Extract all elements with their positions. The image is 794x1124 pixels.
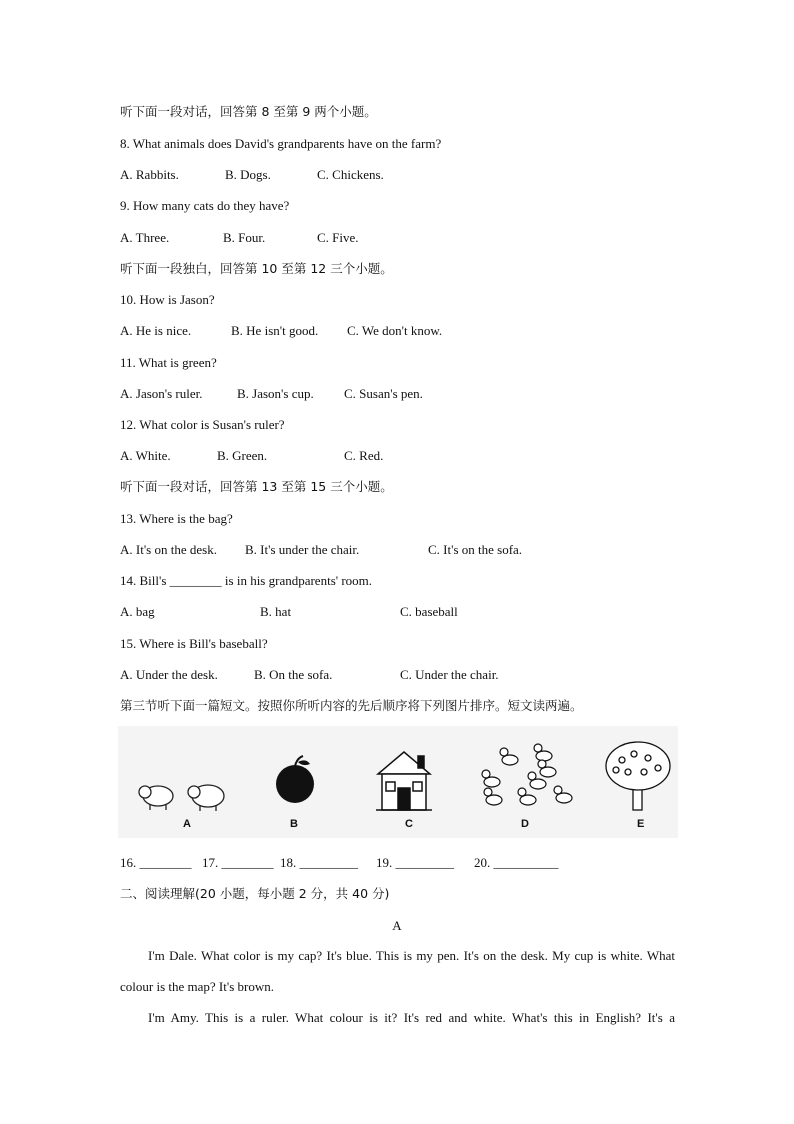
reading-section-heading: 二、阅读理解(20 小题，每小题 2 分，共 40 分)	[120, 886, 390, 901]
picture-label-d: D	[521, 818, 529, 830]
picture-label-b: B	[290, 818, 298, 830]
intro-questions-10-12: 听下面一段独白，回答第 10 至第 12 三个小题。	[120, 261, 393, 276]
q14-option-c: C. baseball	[400, 604, 458, 619]
q11-option-b: B. Jason's cup.	[237, 386, 314, 401]
intro-questions-13-15: 听下面一段对话，回答第 13 至第 15 三个小题。	[120, 479, 393, 494]
q13-option-b: B. It's under the chair.	[245, 542, 360, 557]
picture-label-a: A	[183, 818, 191, 830]
q11-option-a: A. Jason's ruler.	[120, 386, 203, 401]
question-14: 14. Bill's ________ is in his grandparents' room.	[120, 573, 373, 588]
picture-label-e: E	[637, 818, 645, 830]
passage-paragraph-2: I'm Amy. This is a ruler. What colour is it? It's red and white. What's this in English? It's a	[148, 1010, 675, 1025]
q14-option-a: A. bag	[120, 604, 155, 619]
passage-paragraph-1: I'm Dale. What color is my cap? It's blue. This is my pen. It's on the desk. My cup is white. What colour is the map? It's brown.	[120, 948, 675, 994]
q10-option-c: C. We don't know.	[347, 323, 443, 338]
question-8: 8. What animals does David's grandparents have on the farm?	[120, 136, 442, 151]
question-11: 11. What is green?	[120, 355, 217, 370]
blank-16: 16. ________	[120, 855, 192, 870]
blank-19: 19. _________	[376, 855, 454, 870]
passage-label: A	[392, 918, 402, 933]
picture-strip-svg	[118, 726, 678, 838]
blank-20: 20. __________	[474, 855, 559, 870]
blank-17: 17. ________	[202, 855, 274, 870]
q13-option-c: C. It's on the sofa.	[428, 542, 523, 557]
q9-option-b: B. Four.	[223, 230, 266, 245]
q14-option-b: B. hat	[260, 604, 292, 619]
blank-18: 18. _________	[280, 855, 358, 870]
q8-option-c: C. Chickens.	[317, 167, 384, 182]
q8-option-a: A. Rabbits.	[120, 167, 179, 182]
q15-option-c: C. Under the chair.	[400, 667, 499, 682]
question-15: 15. Where is Bill's baseball?	[120, 636, 268, 651]
picture-strip	[118, 726, 678, 838]
section3-intro: 第三节听下面一篇短文。按照你所听内容的先后顺序将下列图片排序。短文读两遍。	[120, 698, 583, 713]
question-13: 13. Where is the bag?	[120, 511, 233, 526]
q10-option-a: A. He is nice.	[120, 323, 192, 338]
q8-option-b: B. Dogs.	[225, 167, 271, 182]
q9-option-c: C. Five.	[317, 230, 359, 245]
q12-option-b: B. Green.	[217, 448, 268, 463]
picture-label-c: C	[405, 818, 413, 830]
q9-option-a: A. Three.	[120, 230, 170, 245]
q11-option-c: C. Susan's pen.	[344, 386, 423, 401]
question-9: 9. How many cats do they have?	[120, 198, 290, 213]
intro-questions-8-9: 听下面一段对话，回答第 8 至第 9 两个小题。	[120, 104, 377, 119]
q13-option-a: A. It's on the desk.	[120, 542, 217, 557]
q12-option-a: A. White.	[120, 448, 171, 463]
q12-option-c: C. Red.	[344, 448, 384, 463]
question-12: 12. What color is Susan's ruler?	[120, 417, 285, 432]
q10-option-b: B. He isn't good.	[231, 323, 319, 338]
q15-option-a: A. Under the desk.	[120, 667, 218, 682]
q15-option-b: B. On the sofa.	[254, 667, 333, 682]
question-10: 10. How is Jason?	[120, 292, 215, 307]
